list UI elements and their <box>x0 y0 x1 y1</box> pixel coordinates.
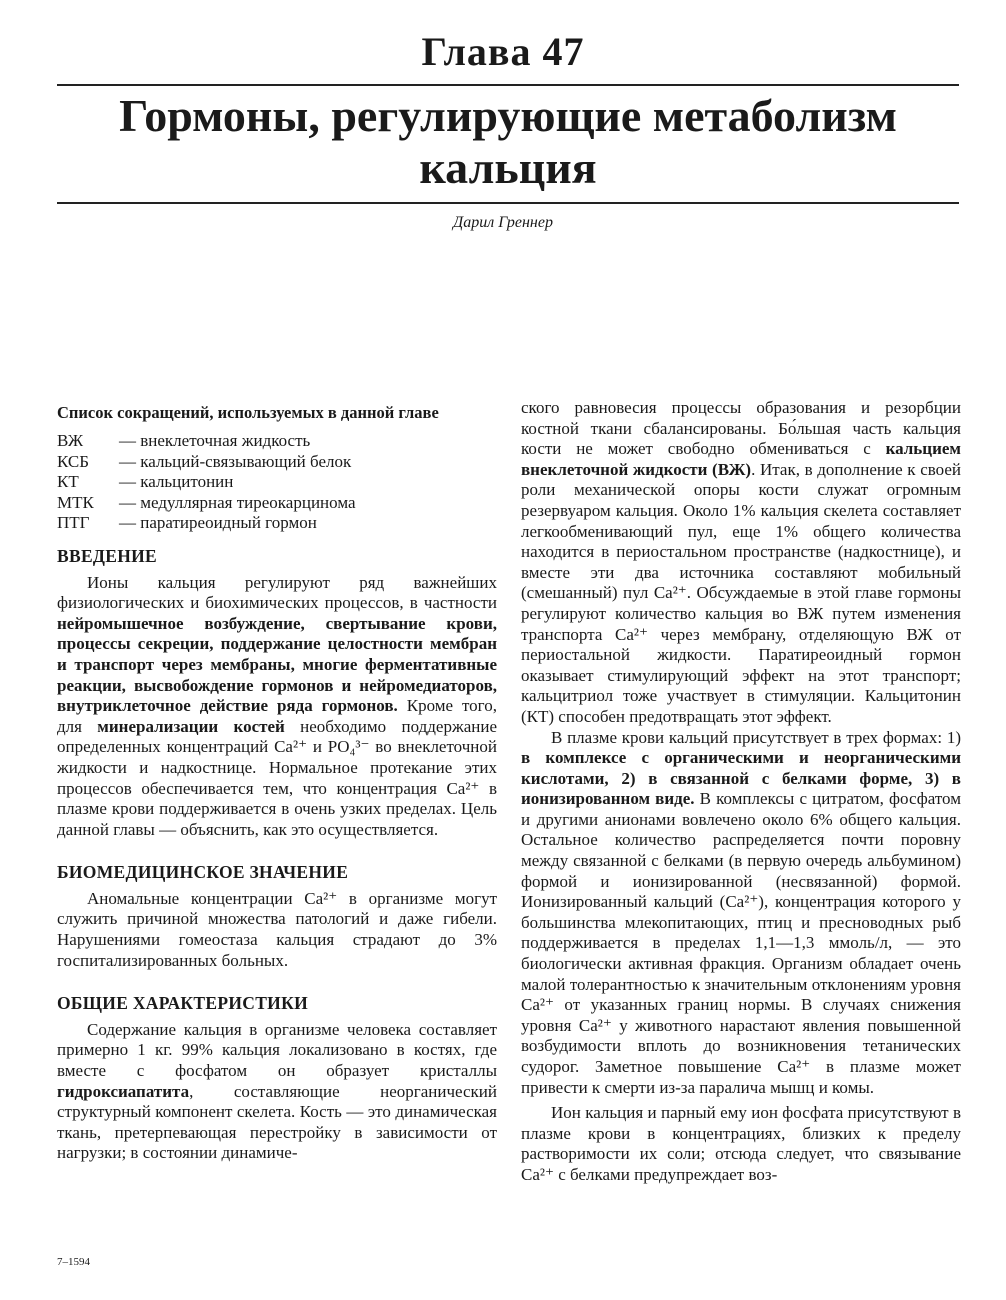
right-column <box>521 398 961 1186</box>
abbreviation-key: ПТГ <box>57 513 90 533</box>
right-bold-forms: в комплексе с органическими и неорганическими кислотами, 2) в связанной с белками форме, 3) в ионизированном виде. <box>521 748 961 809</box>
chapter-number: Глава 47 <box>421 29 585 74</box>
section-heading-intro: ВВЕДЕНИЕ <box>57 545 158 566</box>
general-text: Содержание кальция в организме человека составляет примерно 1 кг. 99% кальция локализовано в костях, где вместе с фосфатом он образует кристаллы <box>57 1019 497 1081</box>
section-heading-general: ОБЩИЕ ХАРАКТЕРИСТИКИ <box>57 993 308 1014</box>
intro-text: Кроме того, для <box>57 696 497 736</box>
abbreviations-heading: Список сокращений, используемых в данной главе <box>57 403 439 422</box>
left-column <box>57 398 497 1164</box>
abbreviation-value: — кальцитонин <box>119 472 234 492</box>
right-bold-ecf-calcium: кальцием внеклеточной жидкости (ВЖ) <box>521 439 961 479</box>
abbreviation-key: МТК <box>57 492 94 512</box>
right-text: . Итак, в дополнение к своей роли механической опоры кости служат огромным резервуаром кальция. Около 1% кальция скелета составляет легкообменивающий пул, еще 1% общего количества находится в периостальном пространстве (надкостнице), и вместе эти два источника составляют мобильный (смешанный) пул Ca²⁺. Обсуждаемые в этой главе гормоны регулируют количество кальция во ВЖ путем изменения транспорта Ca²⁺ через мембрану, отделяющую ВЖ от периостальной жидкости. Паратиреоидный гормон оказывает стимулирующий эффект на этот транспорт; кальцитриол тоже участвует в стимуляции. Кальцитонин (КТ) способен предотвращать этот эффект. <box>521 459 962 726</box>
general-bold-hydroxyapatite: гидроксиапатита <box>57 1081 190 1101</box>
page-footer-code: 7–1594 <box>57 1256 90 1268</box>
abbreviation-item <box>57 493 497 514</box>
intro-text: необходимо поддержание определенных концентраций Ca²⁺ и PO₄³⁻ во внеклеточной жидкости и надкостнице. Нормальное протекание этих процессов обеспечивается тем, что концентрация Ca²⁺ в плазме крови поддерживается в очень узких пределах. Цель данной главы — объяснить, как это осуществляется. <box>57 716 497 839</box>
top-rule <box>57 84 959 86</box>
right-text: ского равновесия процессы образования и резорбции костной ткани сбалансированы. Бо́льшая часть кальция кости не может свободно обмениваться с <box>521 398 961 459</box>
abbreviation-item <box>57 452 497 473</box>
section-heading-biomed: БИОМЕДИЦИНСКОЕ ЗНАЧЕНИЕ <box>57 862 349 883</box>
abbreviation-item <box>57 513 497 534</box>
intro-bold-mineralization: минерализации костей <box>97 716 285 736</box>
abbreviation-value: — внеклеточная жидкость <box>119 431 311 450</box>
abbreviation-key: ВЖ <box>57 431 84 450</box>
chapter-title: Гормоны, регулирующие метаболизм кальция <box>119 90 897 193</box>
intro-text: Ионы кальция регулируют ряд важнейших физиологических и биохимических процессов, в частности <box>57 572 497 613</box>
right-text: В комплексы с цитратом, фосфатом и другими анионами вовлечено около 6% общего кальция. Остальное количество распределяется почти поровну между связанной с белками (в первую очередь альбумином) формой и ионизированной (несвязанной) формой. Ионизированный кальций (Ca²⁺), концентрация которого у большинства млекопитающих, птиц и пресноводных рыб поддерживается в пределах 1,1—1,3 ммоль/л, — это биологически активная фракция. Организм обладает очень малой толерантностью к значительным отклонениям уровня Ca²⁺ от указанных границ нормы. В случаях снижения уровня Ca²⁺ у животного нарастают явления повышенной возбудимости вплоть до возникновения тетанических судорог. Заметное повышение Ca²⁺ в плазме может привести к смерти из-за паралича мышц и комы. <box>521 789 961 1097</box>
bottom-rule <box>57 202 959 204</box>
biomed-paragraph: Аномальные концентрации Ca²⁺ в организме могут служить причиной множества патологий и даже гибели. Нарушениями гомеостаза кальция страдают до 3% госпитализированных больных. <box>57 888 497 970</box>
abbreviation-value: — кальций-связывающий белок <box>119 451 352 471</box>
intro-bold-processes: нейромышечное возбуждение, свертывание крови, процессы секреции, поддержание целостности мембран и транспорт через мембраны, многие ферментативные реакции, высвобождение гормонов и нейромедиаторов, внутриклеточное действие ряда гормонов. <box>57 613 497 716</box>
abbreviation-key: КСБ <box>57 451 90 471</box>
general-paragraph <box>57 1020 497 1164</box>
abbreviation-item <box>57 431 497 452</box>
intro-paragraph <box>57 573 497 841</box>
abbreviation-value: — паратиреоидный гормон <box>119 513 317 533</box>
author-name: Дарил Греннер <box>453 214 553 231</box>
right-text: В плазме крови кальций присутствует в трех формах: 1) <box>551 727 961 747</box>
general-text: , составляющие неорганический структурный компонент скелета. Кость — это динамическая ткань, претерпевающая перестройку в зависимости от нагрузки; в состоянии динамиче- <box>57 1081 497 1163</box>
abbreviation-item <box>57 472 497 493</box>
abbreviation-key: КТ <box>57 472 79 492</box>
right-paragraph-2 <box>521 728 961 1099</box>
abbreviation-value: — медуллярная тиреокарцинома <box>119 492 356 512</box>
right-paragraph-1 <box>521 398 961 728</box>
abbreviations-list <box>57 431 497 534</box>
right-paragraph-3: Ион кальция и парный ему ион фосфата присутствуют в плазме крови в концентрациях, близких к пределу растворимости их соли; отсюда следует, что связывание Ca²⁺ с белками предупреждает воз- <box>521 1103 961 1184</box>
